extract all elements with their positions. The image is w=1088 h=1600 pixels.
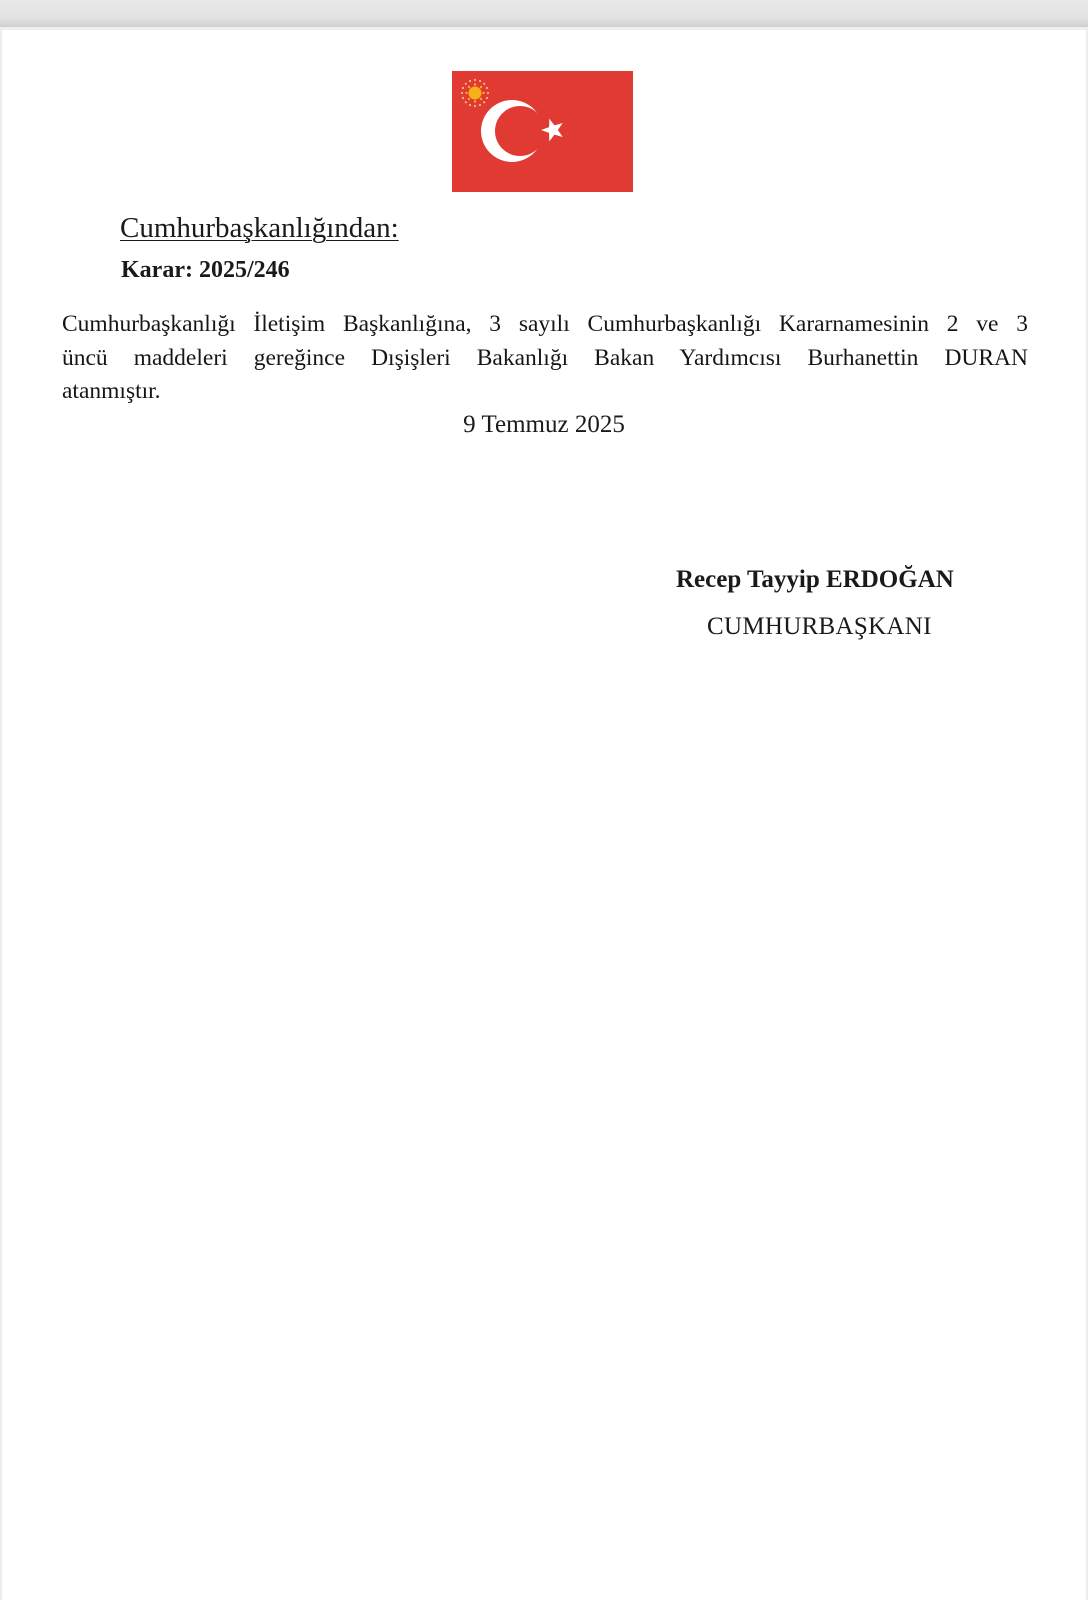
turkish-presidential-flag-icon — [452, 71, 633, 192]
body-line-2: üncü maddeleri gereğince Dışişleri Bakanlığı Bakan Yardımcısı Burhanettin DURAN — [62, 344, 1028, 371]
issuing-authority-heading: Cumhurbaşkanlığından: — [120, 212, 399, 244]
signatory-title: CUMHURBAŞKANI — [707, 613, 932, 640]
signatory-name: Recep Tayyip ERDOĞAN — [676, 566, 954, 593]
decree-date: 9 Temmuz 2025 — [463, 411, 625, 438]
decree-number: Karar: 2025/246 — [121, 257, 290, 283]
flag-graphic — [452, 71, 633, 192]
decree-body-text — [62, 308, 1028, 409]
body-line-3: atanmıştır. — [62, 378, 161, 404]
body-line-1: Cumhurbaşkanlığı İletişim Başkanlığına, 3 sayılı Cumhurbaşkanlığı Kararnamesinin 2 ve 3 — [62, 311, 1028, 337]
window-top-bar — [0, 0, 1088, 27]
